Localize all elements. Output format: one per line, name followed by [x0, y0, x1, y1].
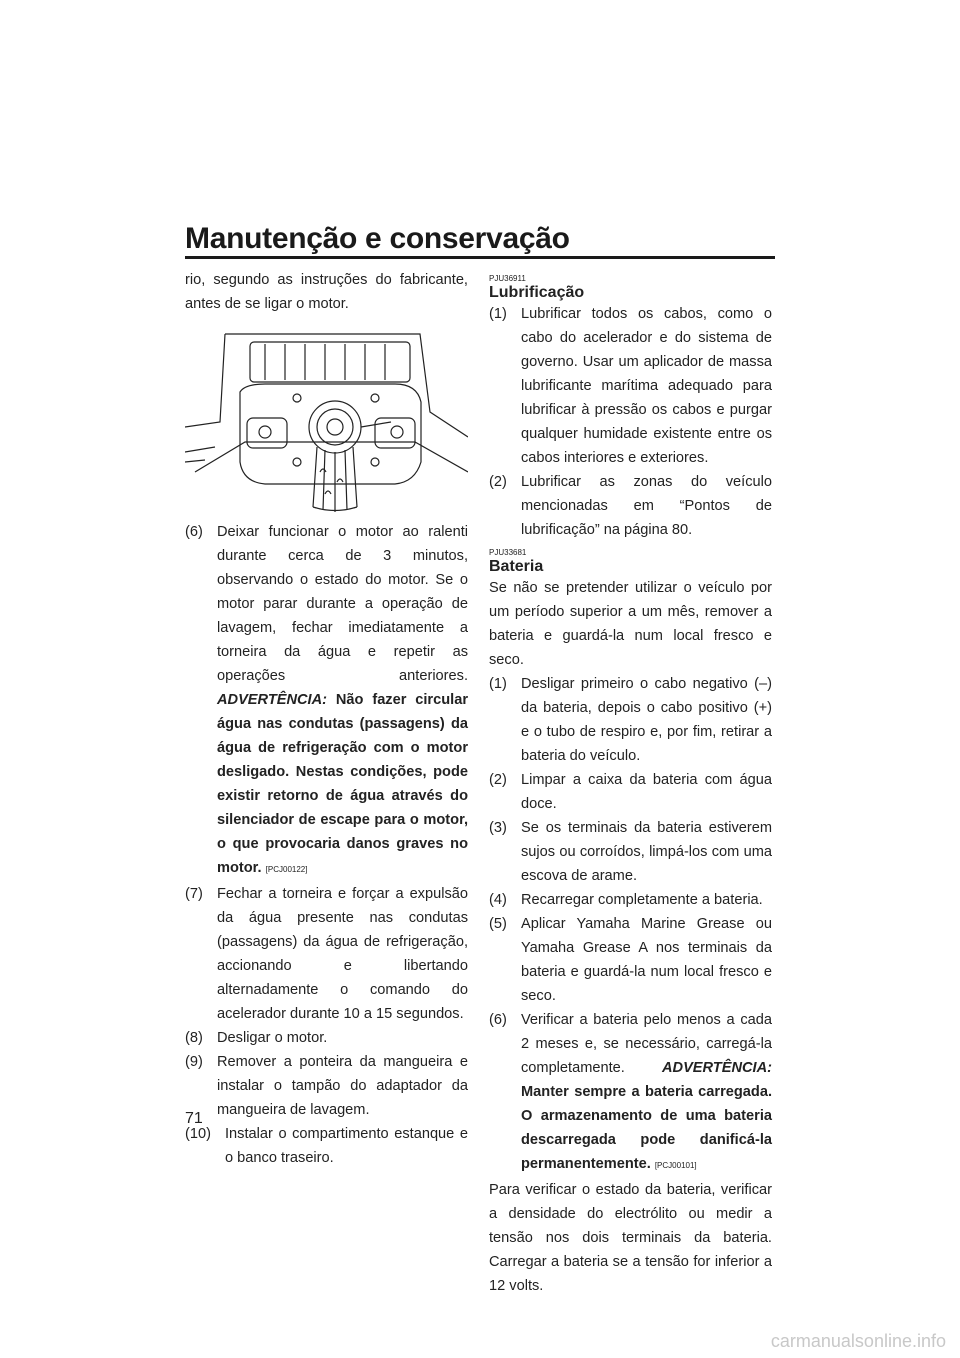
warning-text: Manter sempre a bateria carregada. O armazenamento de uma bateria descarregada pode danificá-la permanentemente.: [521, 1084, 772, 1172]
battery-intro: Se não se pretender utilizar o veículo por um período superior a um mês, remover a bateria e guardá-la num local fresco e seco.: [489, 580, 772, 668]
item-text: Aplicar Yamaha Marine Grease ou Yamaha Grease A nos terminais da bateria e guardá-la num local fresco e seco.: [521, 916, 772, 1004]
item-number: (1): [489, 306, 507, 322]
item-number: (2): [489, 772, 507, 788]
list-item: [489, 302, 772, 470]
item-text: Deixar funcionar o motor ao ralenti durante cerca de 3 minutos, observando o estado do motor. Se o motor parar durante a operação de lavagem, fechar imediatamente a torneira da água e repetir as operações anteriores.: [217, 524, 468, 684]
item-number: (8): [185, 1030, 203, 1046]
item-text: Remover a ponteira da mangueira e instalar o tampão do adaptador da mangueira de lavagem.: [217, 1054, 468, 1118]
reference-code: [PCJ00122]: [265, 865, 308, 874]
page-title: Manutenção e conservação: [185, 222, 570, 255]
item-number: (9): [185, 1054, 203, 1070]
item-text: Instalar o compartimento estanque e o banco traseiro.: [225, 1126, 468, 1166]
item-number: (7): [185, 886, 203, 902]
list-item: [489, 470, 772, 542]
item-number: (3): [489, 820, 507, 836]
list-item: [489, 816, 772, 888]
reference-code: [PCJ00101]: [654, 1161, 697, 1170]
left-column: [185, 268, 468, 1170]
item-text: Verificar a bateria pelo menos a cada 2 meses e, se necessário, carregá-la completamente.: [521, 1012, 772, 1076]
item-number: (4): [489, 892, 507, 908]
item-number: (10): [185, 1126, 211, 1142]
item-number: (2): [489, 474, 507, 490]
list-item: [185, 520, 468, 882]
warning-block: [521, 1060, 772, 1172]
list-item: [489, 768, 772, 816]
section-code: PJU36911: [489, 274, 526, 283]
title-divider: [185, 256, 775, 259]
list-item: [185, 1050, 468, 1122]
list-item: [185, 882, 468, 1026]
intro-paragraph: rio, segundo as instruções do fabricante, antes de se ligar o motor.: [185, 272, 468, 312]
item-number: (5): [489, 916, 507, 932]
section-heading-battery: Bateria: [489, 558, 544, 575]
list-item: [489, 1008, 772, 1178]
item-text: Limpar a caixa da bateria com água doce.: [521, 772, 772, 812]
list-item: [185, 1122, 468, 1170]
item-text: Recarregar completamente a bateria.: [521, 892, 763, 908]
section-code: PJU33681: [489, 548, 527, 557]
right-column: [489, 268, 772, 1298]
list-item: [489, 888, 772, 912]
item-text: Lubrificar todos os cabos, como o cabo do acelerador e do sistema de governo. Usar um aplicador de massa lubrificante marítima adequado para lubrificar à pressão os cabos e purgar qualquer humidade existente entre os cabos interiores e exteriores.: [521, 306, 772, 466]
item-number: (6): [489, 1012, 507, 1028]
item-text: Se os terminais da bateria estiverem sujos ou corroídos, limpá-los com uma escova de arame.: [521, 820, 772, 884]
page-number: 71: [185, 1110, 203, 1127]
warning-label: ADVERTÊNCIA:: [661, 1060, 772, 1076]
section-heading-lubrication: Lubrificação: [489, 284, 585, 301]
item-text: Desligar primeiro o cabo negativo (–) da bateria, depois o cabo positivo (+) e o tubo de respiro e, por fim, retirar a bateria do veículo.: [521, 676, 772, 764]
warning-block: [217, 692, 468, 876]
item-number: (6): [185, 524, 203, 540]
list-item: [185, 1026, 468, 1050]
list-item: [489, 912, 772, 1008]
engine-flushing-illustration: [185, 322, 468, 512]
warning-text: Não fazer circular água nas condutas (passagens) da água de refrigeração com o motor desligado. Nestas condições, pode existir retorno de água através do silenciador de escape para o motor, o que provocaria danos graves no motor.: [217, 692, 468, 876]
warning-label: ADVERTÊNCIA:: [217, 692, 328, 708]
item-number: (1): [489, 676, 507, 692]
item-text: Lubrificar as zonas do veículo mencionadas em “Pontos de lubrificação” na página 80.: [521, 474, 772, 538]
watermark: carmanualsonline.info: [770, 1331, 946, 1351]
battery-outro: Para verificar o estado da bateria, verificar a densidade do electrólito ou medir a tensão nos dois terminais da bateria. Carregar a bateria se a tensão for inferior a 12 volts.: [489, 1182, 772, 1294]
item-text: Fechar a torneira e forçar a expulsão da água presente nas condutas (passagens) da água de refrigeração, accionando e libertando alternadamente o comando do acelerador durante 10 a 15 segundos.: [217, 886, 468, 1022]
item-text: Desligar o motor.: [217, 1030, 328, 1046]
list-item: [489, 672, 772, 768]
